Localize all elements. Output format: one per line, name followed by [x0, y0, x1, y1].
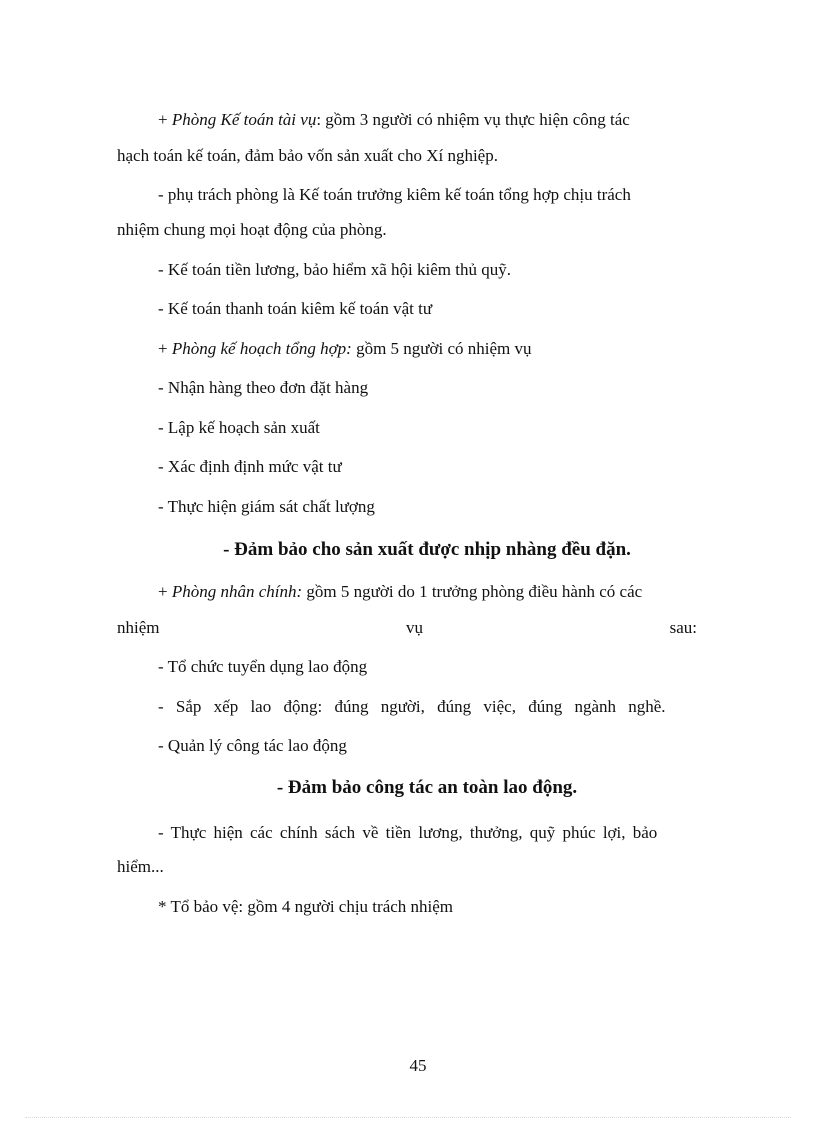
- list-item: - Nhận hàng theo đơn đặt hàng: [158, 378, 369, 397]
- section-heading: - Đảm bảo công tác an toàn lao động.: [276, 777, 578, 798]
- word: nhiệm: [117, 618, 160, 637]
- paragraph-text: - Thực hiện các chính sách về tiền lương, thưởng, quỹ phúc lợi, bảo: [158, 823, 658, 842]
- word: vụ: [406, 618, 424, 637]
- paragraph-planning-dept: [158, 338, 697, 360]
- paragraph-text: gồm 5 người có nhiệm vụ: [351, 339, 532, 358]
- paragraph-text: - phụ trách phòng là Kế toán trưởng kiêm kế toán tổng hợp chịu trách: [158, 185, 631, 204]
- paragraph-personnel-dept: [158, 581, 697, 603]
- section-heading: - Đảm bảo cho sản xuất được nhịp nhàng đều đặn.: [223, 539, 631, 560]
- list-item: - Quản lý công tác lao động: [158, 736, 347, 755]
- paragraph-text: gồm 5 người do 1 trưởng phòng điều hành có các: [302, 582, 643, 601]
- paragraph-continuation: hiểm...: [117, 857, 164, 876]
- paragraph-accounting-dept: [158, 109, 697, 131]
- page-number: 45: [409, 1056, 427, 1075]
- list-item: - Xác định định mức vật tư: [158, 457, 342, 476]
- list-item: - Sắp xếp lao động: đúng người, đúng việc, đúng ngành nghề.: [158, 697, 666, 716]
- list-item: - Lập kế hoạch sản xuất: [158, 418, 320, 437]
- dept-title-accounting: Phòng Kế toán tài vụ: [171, 110, 317, 129]
- bullet-plus: +: [158, 582, 172, 601]
- list-item: - Kế toán thanh toán kiêm kế toán vật tư: [158, 299, 433, 318]
- list-item: - Tổ chức tuyển dụng lao động: [158, 657, 368, 676]
- list-item: - Kế toán tiền lương, bảo hiểm xã hội kiêm thủ quỹ.: [158, 260, 511, 279]
- bullet-plus: +: [158, 110, 172, 129]
- paragraph-continuation: hạch toán kế toán, đảm bảo vốn sản xuất cho Xí nghiệp.: [117, 146, 498, 165]
- list-item: - Thực hiện giám sát chất lượng: [158, 497, 375, 516]
- word: sau:: [669, 618, 697, 637]
- paragraph-continuation-justified: [117, 617, 697, 639]
- paragraph-continuation: nhiệm chung mọi hoạt động của phòng.: [117, 220, 387, 239]
- bullet-plus: +: [158, 339, 172, 358]
- dept-title-planning: Phòng kế hoạch tổng hợp:: [171, 339, 352, 358]
- footer-divider: [25, 1117, 791, 1118]
- paragraph-text: : gồm 3 người có nhiệm vụ thực hiện công tác: [316, 110, 630, 129]
- list-item: * Tổ bảo vệ: gồm 4 người chịu trách nhiệm: [158, 897, 454, 916]
- dept-title-personnel: Phòng nhân chính:: [171, 582, 303, 601]
